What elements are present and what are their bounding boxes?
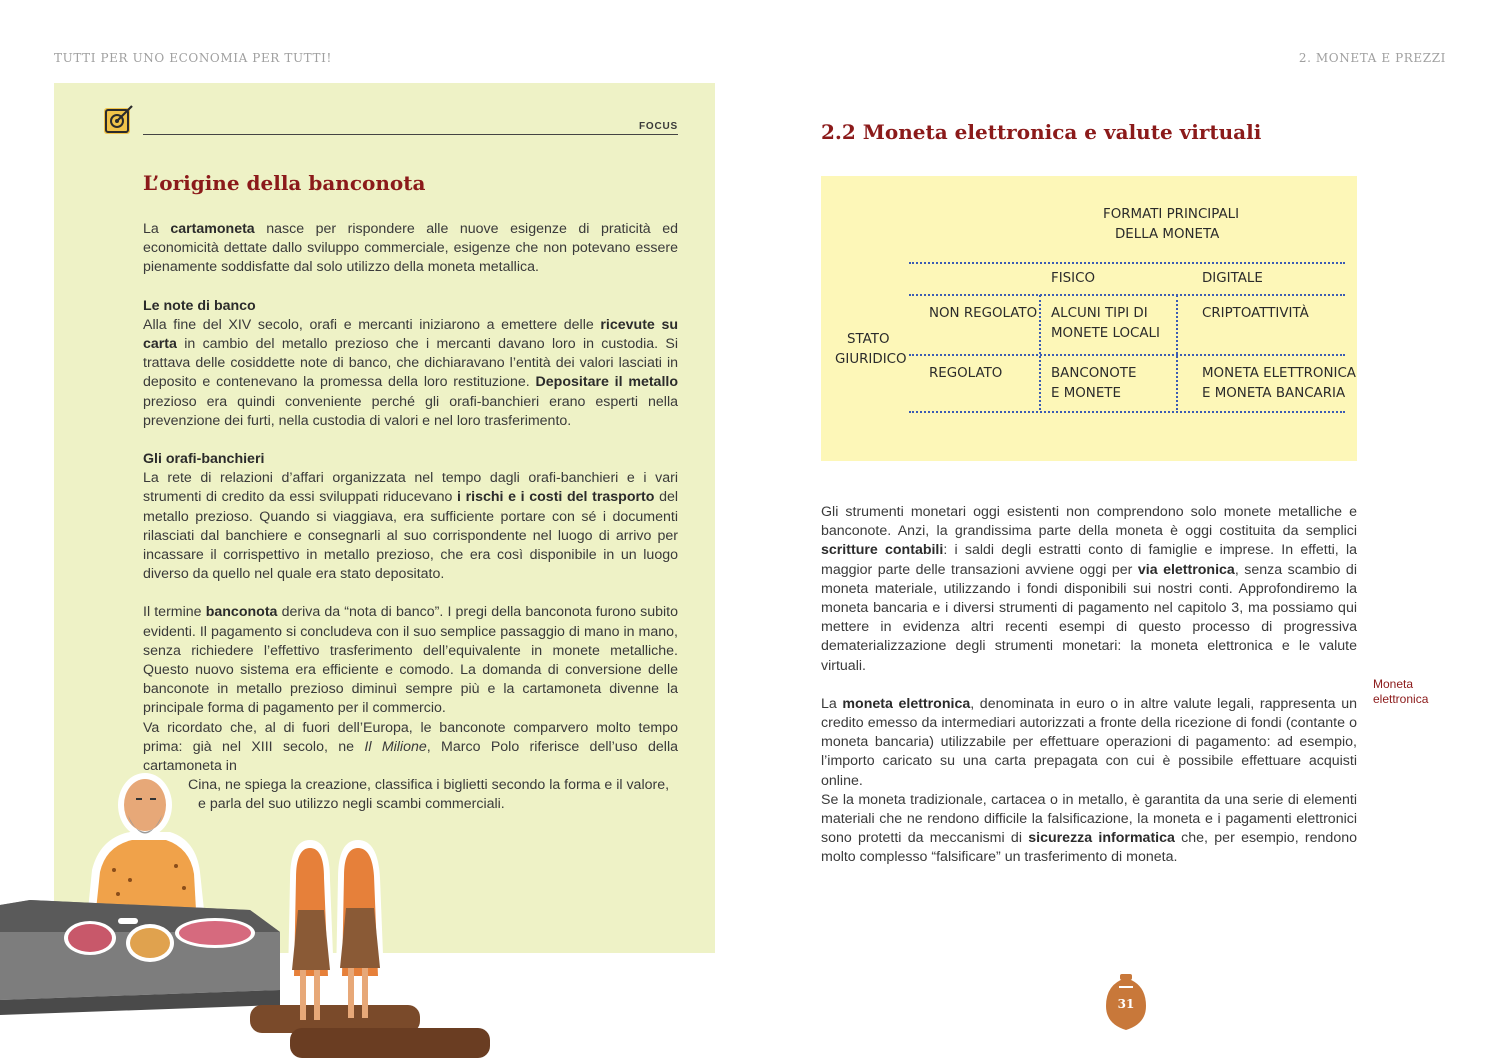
table-header-line-1: FORMATI PRINCIPALI xyxy=(1103,207,1240,222)
table-col-digitale: DIGITALE xyxy=(1202,271,1263,286)
table-row-header-line-1: STATO xyxy=(847,332,890,347)
page-number: 31 xyxy=(1117,997,1135,1011)
table-rule-col-2 xyxy=(1176,295,1178,410)
section-title: 2.2 Moneta elettronica e valute virtuali xyxy=(821,120,1262,144)
section-body xyxy=(821,503,1357,868)
body-paragraph-3: Se la moneta tradizionale, cartacea o in metallo, è garantita da una serie di elementi materiali che ne rendono difficile la falsificazione, la moneta e i pagamenti elettronici sono protetti da meccanismi di sicurezza informatica che, per esempio, rendono molto complesso “falsificare” un trasferimento di moneta. xyxy=(821,791,1357,866)
table-row1-label: NON REGOLATO xyxy=(929,306,1038,321)
focus-paragraph-2: Alla fine del XIV secolo, orafi e mercanti iniziarono a emettere delle ricevute su carta in cambio del metallo prezioso che i mercanti davano loro in custodia. Si trattava delle cosiddette note di banco, che dichiaravano l’entità dei valori lasciati in deposito e contenevano la promessa della loro restituzione. Depositare il metallo prezioso era quindi conveniente perché gli orafi-banchieri erano esperti nella prevenzione dei furti, nella custodia di valori e nel loro trasferimento. xyxy=(143,316,679,429)
margin-note-line-1: Moneta xyxy=(1373,677,1414,691)
body-paragraph-2: La moneta elettronica, denominata in euro o in altre valute legali, rappresenta un credito emesso da intermediari autorizzati a fronte della ricezione di fondi (contante o moneta bancaria) utilizzabile per effettuare operazioni di pagamento: ad esempio, l’importo caricato su una carta prepagata con cui è possibile effettuare acquisti online. xyxy=(821,695,1357,789)
customer-figure-1 xyxy=(288,840,334,1020)
table-header-line-2: DELLA MONETA xyxy=(1115,227,1220,242)
table-row2-digitale-line-2: E MONETA BANCARIA xyxy=(1202,386,1346,401)
table-row1-fisico-line-2: MONETE LOCALI xyxy=(1051,326,1160,341)
focus-subheading-note-di-banco: Le note di banco xyxy=(143,297,256,314)
focus-paragraph-4: Il termine banconota deriva da “nota di banco”. I pregi della banconota furono subito evidenti. Il pagamento si concludeva con il suo semplice passaggio di mano in mano, senza richiedere l’effettivo trasferimento dell’equivalente in monete metalliche. Questo nuovo sistema era efficiente e comodo. La domanda di conversione delle banconote in metallo prezioso diminuì sempre più e la cartamoneta divenne la principale forma di pagamento per il commercio. xyxy=(143,604,678,717)
money-formats-table xyxy=(821,176,1357,461)
customer-figure-2 xyxy=(336,840,384,1018)
focus-paragraph-3: La rete di relazioni d’affari organizzata nel tempo dagli orafi-banchieri e i vari strumenti di credito da essi sviluppati riducevano i rischi e i costi del trasporto del metallo prezioso. Quando si viaggiava, era sufficiente portare con sé i documenti rilasciati dal banchiere e consegnarli al suo corrispondente nel luogo di arrivo per incassare il corrispettivo in metallo prezioso, che era così disponibile in un luogo diverso da quello nel quale era stato depositato. xyxy=(143,470,678,583)
merchant-figure xyxy=(88,773,204,910)
table-row1-digitale: CRIPTOATTIVITÀ xyxy=(1202,306,1309,321)
focus-paragraph-1: La cartamoneta nasce per rispondere alle nuove esigenze di praticità ed economicità dettate dallo sviluppo commerciale, esigenze che non potevano essere pienamente soddisfatte dal solo utilizzo della moneta metallica. xyxy=(143,221,678,276)
focus-rule xyxy=(143,134,678,135)
margin-note xyxy=(1373,677,1428,707)
body-paragraph-1: Gli strumenti monetari oggi esistenti non comprendono solo monete metalliche e banconote. Anzi, la grandissima parte della moneta è oggi costituita da semplici scritture contabili: i saldi degli estratti conto di famiglie e imprese. In effetti, la maggior parte delle transazioni avviene oggi per via elettronica, senza scambio di moneta materiale, utilizzando i fondi disponibili sui nostri conti. Approfondiremo la moneta bancaria e i diversi strumenti di pagamento nel capitolo 3, ma possiamo qui mettere in evidenza altri recenti esempi di questo processo di progressiva dematerializzazione degli strumenti monetari: la moneta elettronica e le valute virtuali. xyxy=(821,504,1357,674)
focus-paragraph-5-line-3: e parla del suo utilizzo negli scambi commerciali. xyxy=(198,796,505,813)
focus-paragraph-5: Va ricordato che, al di fuori dell’Europa, le banconote comparvero molto tempo prima: già nel XIII secolo, ne Il Milione, Marco Polo riferisce dell’uso della cartamoneta in xyxy=(143,719,678,775)
table-row-header-line-2: GIURIDICO xyxy=(835,352,907,367)
margin-note-line-2: elettronica xyxy=(1373,692,1429,706)
table-rule-top xyxy=(909,262,1345,264)
table-rule-header xyxy=(909,294,1345,296)
table-row2-fisico-line-1: BANCONOTE xyxy=(1051,366,1137,381)
table-rule-col-1 xyxy=(1039,295,1041,410)
focus-title: L’origine della banconota xyxy=(143,171,426,195)
table-rule-middle xyxy=(909,354,1345,356)
focus-label: FOCUS xyxy=(639,121,678,132)
focus-paragraph-5-line-2: Cina, ne spiega la creazione, classifica i biglietti secondo la forma e il valore, xyxy=(188,777,670,794)
logs xyxy=(250,1005,490,1058)
market-scene-illustration xyxy=(0,760,520,1061)
focus-target-icon xyxy=(103,103,135,135)
market-counter xyxy=(0,900,280,1015)
running-header-left: TUTTI PER UNO ECONOMIA PER TUTTI! xyxy=(54,51,332,65)
table-row1-fisico-line-1: ALCUNI TIPI DI xyxy=(1051,306,1148,321)
running-header-right: 2. MONETA E PREZZI xyxy=(1298,51,1446,65)
table-row2-label: REGOLATO xyxy=(929,366,1003,381)
table-rule-bottom xyxy=(909,411,1345,413)
table-col-fisico: FISICO xyxy=(1051,271,1095,286)
focus-body xyxy=(143,220,678,815)
table-row2-fisico-line-2: E MONETE xyxy=(1051,386,1121,401)
table-row2-digitale-line-1: MONETA ELETTRONICA xyxy=(1202,366,1356,381)
focus-subheading-orafi-banchieri: Gli orafi-banchieri xyxy=(143,451,265,468)
